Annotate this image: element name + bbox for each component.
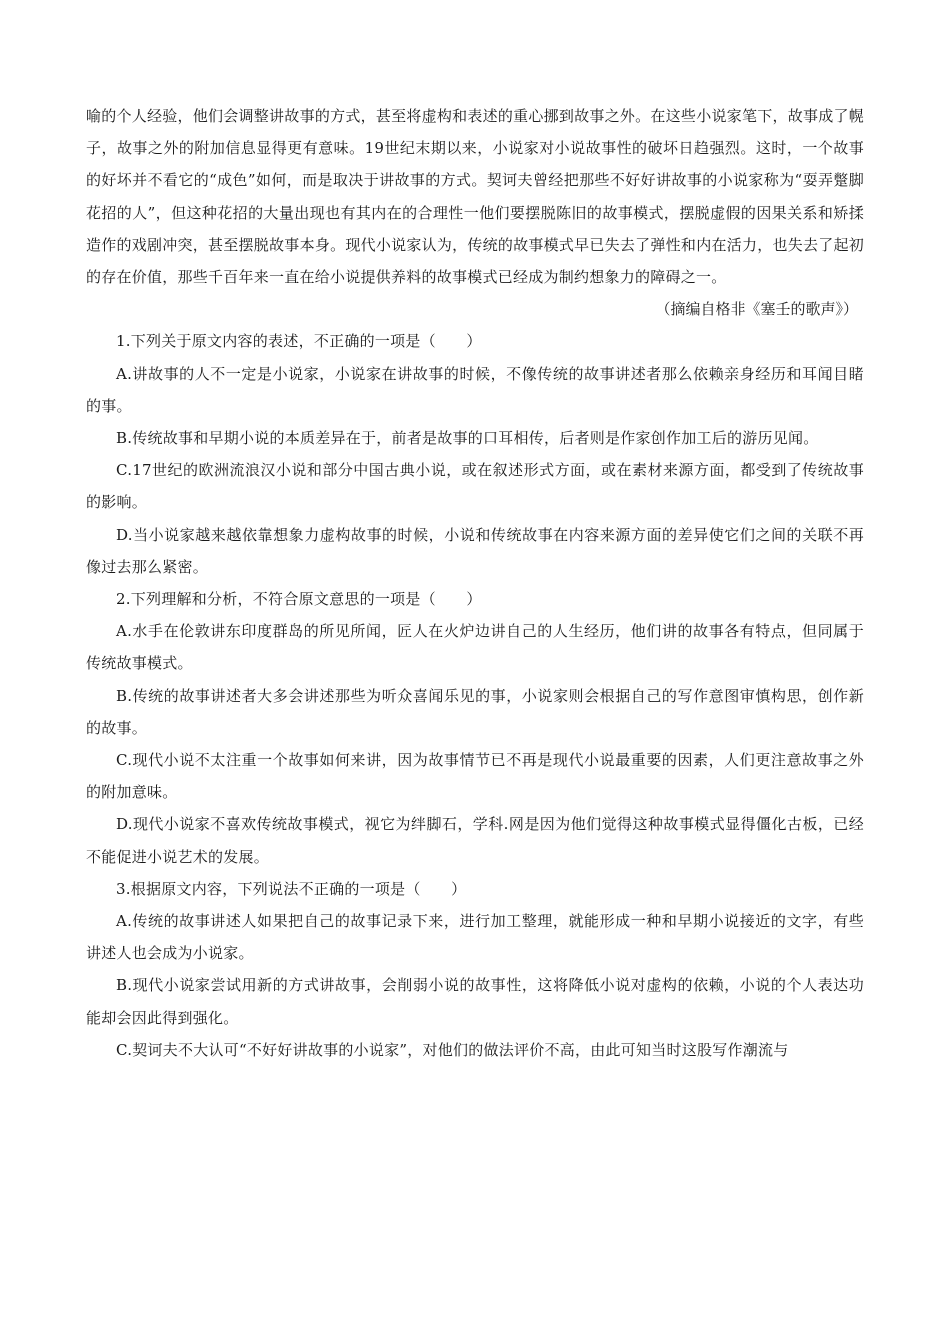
question-2-option-d: D.现代小说家不喜欢传统故事模式，视它为绊脚石，学科.网是因为他们觉得这种故事模式显得僵化古板，已经不能促进小说艺术的发展。 bbox=[86, 815, 864, 866]
question-2-option-b: B.传统的故事讲述者大多会讲述那些为听众喜闻乐见的事，小说家则会根据自己的写作意图审慎构思，创作新的故事。 bbox=[86, 686, 864, 737]
question-3-option-a: A.传统的故事讲述人如果把自己的故事记录下来，进行加工整理，就能形成一种和早期小说接近的文字，有些讲述人也会成为小说家。 bbox=[86, 912, 864, 963]
question-2-option-a: A.水手在伦敦讲东印度群岛的所见所闻，匠人在火炉边讲自己的人生经历，他们讲的故事各有特点，但同属于传统故事模式。 bbox=[86, 622, 864, 673]
question-3-stem: 3.根据原文内容，下列说法不正确的一项是（ ） bbox=[116, 879, 467, 898]
question-1-option-d: D.当小说家越来越依靠想象力虚构故事的时候，小说和传统故事在内容来源方面的差异使它们之间的关联不再像过去那么紧密。 bbox=[86, 525, 864, 576]
question-2-option-c: C.现代小说不太注重一个故事如何来讲，因为故事情节已不再是现代小说最重要的因素，人们更注意故事之外的附加意味。 bbox=[86, 751, 864, 802]
question-3 bbox=[86, 873, 864, 1066]
question-3-option-b: B.现代小说家尝试用新的方式讲故事，会削弱小说的故事性，这将降低小说对虚构的依赖，小说的个人表达功能却会因此得到强化。 bbox=[86, 976, 864, 1027]
document-page bbox=[86, 100, 864, 1066]
passage-paragraph: 喻的个人经验，他们会调整讲故事的方式，甚至将虚构和表述的重心挪到故事之外。在这些小说家笔下，故事成了幌子，故事之外的附加信息显得更有意味。19世纪末期以来，小说家对小说故事性的破坏日趋强烈。这时，一个故事的好坏并不看它的“成色”如何，而是取决于讲故事的方式。契诃夫曾经把那些不好好讲故事的小说家称为“耍弄蹩脚花招的人”，但这种花招的大量出现也有其内在的合理性一他们要摆脱陈旧的故事模式，摆脱虚假的因果关系和矫揉造作的戏剧冲突，甚至摆脱故事本身。现代小说家认为，传统的故事模式早已失去了弹性和内在活力，也失去了起初的存在价值，那些千百年来一直在给小说提供养料的故事模式已经成为制约想象力的障碍之一。 bbox=[86, 107, 864, 287]
question-1-option-c: C.17世纪的欧洲流浪汉小说和部分中国古典小说，或在叙述形式方面，或在素材来源方面，都受到了传统故事的影响。 bbox=[86, 461, 864, 512]
question-1-stem: 1.下列关于原文内容的表述，不正确的一项是（ ） bbox=[116, 332, 482, 351]
question-1-option-b: B.传统故事和早期小说的本质差异在于，前者是故事的口耳相传，后者则是作家创作加工后的游历见闻。 bbox=[116, 429, 819, 448]
question-3-option-c: C.契诃夫不大认可“不好好讲故事的小说家”，对他们的做法评价不高，由此可知当时这股写作潮流与 bbox=[116, 1040, 789, 1059]
question-1 bbox=[86, 325, 864, 583]
question-2 bbox=[86, 583, 864, 873]
question-1-option-a: A.讲故事的人不一定是小说家，小说家在讲故事的时候，不像传统的故事讲述者那么依赖亲身经历和耳闻目睹的事。 bbox=[86, 364, 864, 415]
passage-source: （摘编自格非《塞壬的歌声》） bbox=[655, 300, 858, 319]
question-2-stem: 2.下列理解和分析，不符合原文意思的一项是（ ） bbox=[116, 590, 482, 609]
